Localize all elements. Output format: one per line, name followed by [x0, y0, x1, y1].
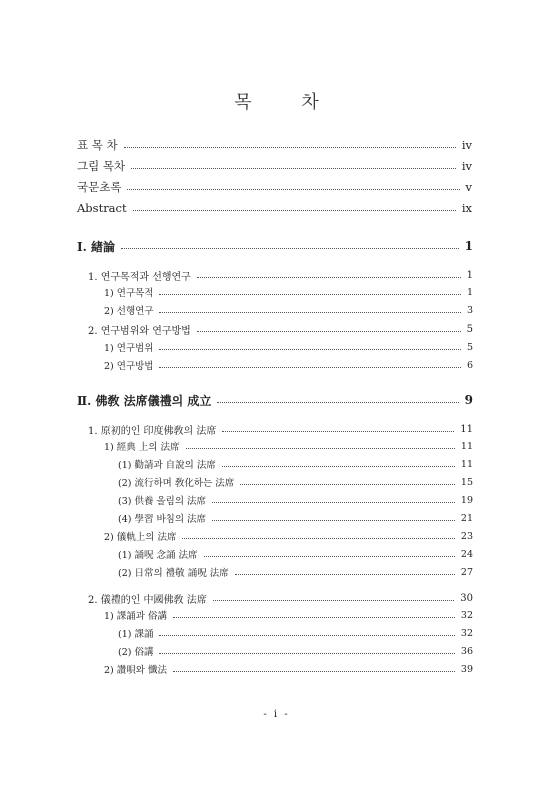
- entry-label: (4) 學習 바침의 法席: [118, 514, 207, 525]
- dot-leader: [213, 600, 455, 601]
- entry-label: 1) 課誦과 俗講: [104, 611, 167, 622]
- entry-label: (1) 課誦: [118, 629, 154, 640]
- toc-entry[interactable]: [118, 492, 473, 508]
- entry-page: 1: [466, 269, 473, 281]
- dot-leader: [182, 538, 454, 539]
- toc-entry[interactable]: [118, 510, 473, 526]
- entry-page: 15: [460, 476, 473, 488]
- entry-label: 2) 儀軌上의 法席: [104, 532, 177, 543]
- entry-label: (3) 供養 올림의 法席: [118, 496, 207, 507]
- entry-label: 2) 讚唄와 懺法: [104, 665, 167, 676]
- entry-page: 21: [460, 512, 473, 524]
- dot-leader: [197, 277, 461, 278]
- front-matter-entry[interactable]: [77, 158, 472, 174]
- toc-entry[interactable]: [118, 564, 473, 580]
- dot-leader: [124, 147, 456, 148]
- toc-entry[interactable]: [104, 661, 473, 677]
- page-number: - i -: [263, 709, 290, 720]
- toc-entry[interactable]: [104, 284, 473, 300]
- entry-label: (1) 勸請과 自說의 法席: [118, 460, 216, 471]
- dot-leader: [222, 431, 454, 432]
- toc-entry[interactable]: [118, 643, 473, 659]
- page-title: 목 차: [234, 92, 341, 113]
- toc-entry[interactable]: [104, 607, 473, 623]
- entry-page: iv: [461, 159, 472, 173]
- toc-entry[interactable]: [104, 438, 473, 454]
- entry-label: Ⅱ. 佛敎 法席儀禮의 成立: [77, 393, 212, 408]
- entry-page: 6: [466, 359, 473, 371]
- entry-page: 30: [460, 592, 473, 604]
- entry-page: 1: [466, 286, 473, 298]
- entry-page: 24: [460, 548, 473, 560]
- entry-label: (2) 俗講: [118, 647, 154, 658]
- toc-entry[interactable]: [118, 474, 473, 490]
- dot-leader: [159, 635, 454, 636]
- entry-page: 23: [460, 530, 473, 542]
- dot-leader: [212, 520, 455, 521]
- entry-page: 11: [460, 423, 473, 435]
- dot-leader: [159, 367, 460, 368]
- entry-label: 그림 목차: [77, 159, 126, 173]
- entry-label: Ⅰ. 緖論: [77, 239, 115, 254]
- entry-page: 11: [460, 440, 473, 452]
- entry-label: 2. 연구범위와 연구방법: [88, 325, 191, 337]
- entry-label: 표 목 차: [77, 138, 118, 152]
- dot-leader: [133, 210, 456, 211]
- dot-leader: [235, 574, 455, 575]
- dot-leader: [159, 312, 460, 313]
- dot-leader: [186, 448, 455, 449]
- dot-leader: [240, 484, 455, 485]
- entry-page: 32: [460, 609, 473, 621]
- entry-label: 국문초록: [77, 180, 122, 194]
- front-matter-entry[interactable]: [77, 200, 472, 216]
- entry-page: 9: [464, 393, 473, 407]
- dot-leader: [222, 466, 455, 467]
- entry-label: 1) 연구목적: [104, 288, 154, 299]
- dot-leader: [131, 168, 456, 169]
- entry-page: 11: [460, 458, 473, 470]
- entry-label: (1) 誦呪 念誦 法席: [118, 550, 198, 561]
- front-matter-entry[interactable]: [77, 179, 472, 195]
- toc-entry[interactable]: [118, 546, 473, 562]
- dot-leader: [173, 671, 455, 672]
- entry-page: v: [465, 180, 472, 194]
- entry-label: 1. 연구목적과 선행연구: [88, 271, 191, 283]
- toc-entry[interactable]: [88, 421, 473, 437]
- dot-leader: [127, 189, 459, 190]
- toc-entry[interactable]: [77, 392, 473, 408]
- entry-page: 19: [460, 494, 473, 506]
- entry-label: 2) 연구방법: [104, 361, 154, 372]
- entry-label: 2. 儀禮的인 中國佛敎 法席: [88, 594, 207, 606]
- entry-page: 5: [466, 341, 473, 353]
- front-matter-entry[interactable]: [77, 137, 472, 153]
- dot-leader: [159, 349, 460, 350]
- entry-page: 3: [466, 304, 473, 316]
- toc-entry[interactable]: [104, 357, 473, 373]
- dot-leader: [159, 294, 460, 295]
- toc-entry[interactable]: [104, 339, 473, 355]
- entry-label: (2) 流行하며 敎化하는 法席: [118, 478, 235, 489]
- entry-label: Abstract: [77, 201, 127, 215]
- dot-leader: [159, 653, 454, 654]
- toc-entry[interactable]: [88, 321, 473, 337]
- dot-leader: [204, 556, 455, 557]
- entry-page: ix: [461, 201, 472, 215]
- entry-page: 36: [460, 645, 473, 657]
- dot-leader: [197, 331, 461, 332]
- entry-page: iv: [461, 138, 472, 152]
- dot-leader: [173, 617, 455, 618]
- entry-label: 1) 연구범위: [104, 343, 154, 354]
- toc-entry[interactable]: [88, 590, 473, 606]
- toc-entry[interactable]: [118, 625, 473, 641]
- toc-entry[interactable]: [118, 456, 473, 472]
- toc-entry[interactable]: [104, 302, 473, 318]
- entry-page: 1: [464, 239, 473, 253]
- toc-entry[interactable]: [104, 528, 473, 544]
- toc-entry[interactable]: [88, 267, 473, 283]
- entry-page: 39: [460, 663, 473, 675]
- entry-label: 1) 經典 上의 法席: [104, 442, 180, 453]
- dot-leader: [212, 502, 455, 503]
- entry-label: (2) 日常의 禮敬 誦呪 法席: [118, 568, 229, 579]
- entry-label: 2) 선행연구: [104, 306, 154, 317]
- dot-leader: [217, 402, 458, 403]
- entry-label: 1. 原初的인 印度佛敎의 法席: [88, 425, 217, 437]
- dot-leader: [121, 248, 459, 249]
- entry-page: 27: [460, 566, 473, 578]
- entry-page: 5: [466, 323, 473, 335]
- entry-page: 32: [460, 627, 473, 639]
- toc-entry[interactable]: [77, 238, 473, 254]
